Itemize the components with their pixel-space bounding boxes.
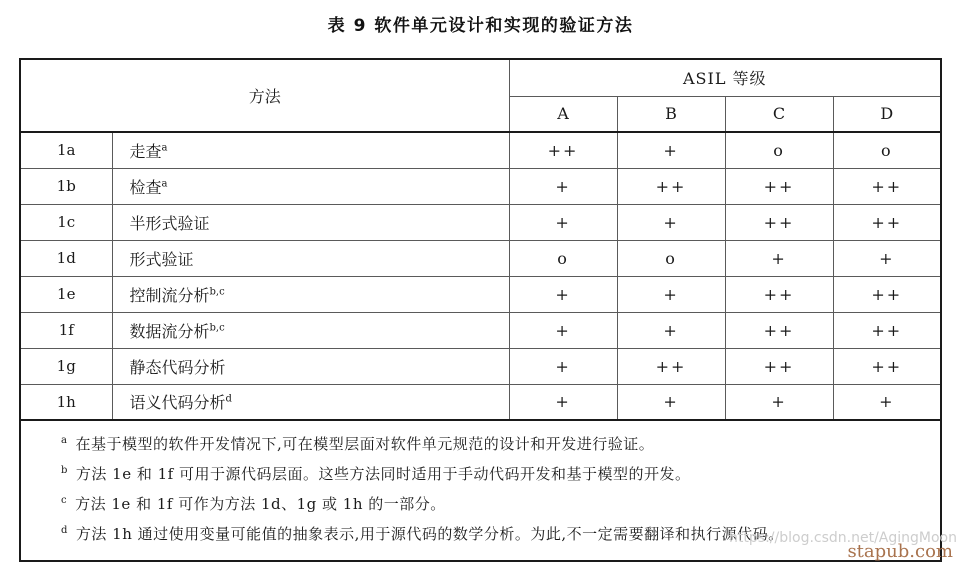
asil-a-value-cell: ++ xyxy=(509,132,617,168)
table-row xyxy=(20,312,941,348)
table-row xyxy=(20,240,941,276)
asil-a-value-cell: + xyxy=(509,348,617,384)
asil-b-value-cell: + xyxy=(617,132,725,168)
table-row xyxy=(20,384,941,420)
method-id-cell: 1h xyxy=(20,384,112,420)
column-header-asil-d: D xyxy=(833,96,941,132)
method-footnote-ref: d xyxy=(225,393,232,405)
asil-b-value-cell: o xyxy=(617,240,725,276)
column-header-asil-c: C xyxy=(725,96,833,132)
column-header-asil-a: A xyxy=(509,96,617,132)
verification-methods-table xyxy=(19,58,942,562)
asil-d-value-cell: o xyxy=(833,132,941,168)
asil-d-value-cell: ++ xyxy=(833,204,941,240)
table-row xyxy=(20,204,941,240)
asil-d-value-cell: ++ xyxy=(833,312,941,348)
method-footnote-ref: b,c xyxy=(209,286,225,298)
method-name-cell: 形式验证 xyxy=(112,240,509,276)
asil-d-value-cell: + xyxy=(833,384,941,420)
table-header xyxy=(20,59,941,132)
asil-c-value-cell: + xyxy=(725,240,833,276)
asil-c-value-cell: ++ xyxy=(725,168,833,204)
footnote-marker: d xyxy=(61,525,68,536)
method-name-cell: 控制流分析$^{b,c}$ xyxy=(112,276,509,312)
column-header-method: 方法 xyxy=(20,59,509,132)
method-id-cell: 1g xyxy=(20,348,112,384)
asil-a-value-cell: + xyxy=(509,204,617,240)
method-id-cell: 1d xyxy=(20,240,112,276)
asil-b-value-cell: ++ xyxy=(617,168,725,204)
asil-c-value-cell: ++ xyxy=(725,204,833,240)
footnote-marker: c xyxy=(61,495,68,506)
footnote-line: $^a$ 在基于模型的软件开发情况下,可在模型层面对软件单元规范的设计和开发进行验证。 xyxy=(61,435,655,453)
asil-c-value-cell: ++ xyxy=(725,348,833,384)
asil-c-value-cell: o xyxy=(725,132,833,168)
asil-c-value-cell: + xyxy=(725,384,833,420)
asil-a-value-cell: + xyxy=(509,384,617,420)
method-name-cell: 检查$^a$ xyxy=(112,168,509,204)
method-footnote-ref: a xyxy=(161,178,168,190)
method-name-cell: 数据流分析$^{b,c}$ xyxy=(112,312,509,348)
watermark-site-name: stapub.com xyxy=(847,541,953,562)
asil-d-value-cell: ++ xyxy=(833,168,941,204)
method-id-cell: 1b xyxy=(20,168,112,204)
asil-d-value-cell: ++ xyxy=(833,276,941,312)
method-footnote-ref: b,c xyxy=(209,322,225,334)
asil-b-value-cell: + xyxy=(617,312,725,348)
asil-b-value-cell: + xyxy=(617,276,725,312)
table-row xyxy=(20,276,941,312)
table-body xyxy=(20,132,941,420)
method-id-cell: 1a xyxy=(20,132,112,168)
asil-b-value-cell: + xyxy=(617,384,725,420)
verification-methods-table-wrap xyxy=(19,58,941,562)
footnote-line: $^b$ 方法 1e 和 1f 可用于源代码层面。这些方法同时适用于手动代码开发和基于模型的开发。 xyxy=(61,465,691,483)
method-id-cell: 1e xyxy=(20,276,112,312)
asil-b-value-cell: ++ xyxy=(617,348,725,384)
table-row xyxy=(20,348,941,384)
footnote-line: $^d$ 方法 1h 通过使用变量可能值的抽象表示,用于源代码的数学分析。为此,不一定需要翻译和执行源代码。 xyxy=(61,525,784,543)
asil-b-value-cell: + xyxy=(617,204,725,240)
asil-a-value-cell: + xyxy=(509,276,617,312)
method-name-cell: 走查$^a$ xyxy=(112,132,509,168)
method-name-cell: 半形式验证 xyxy=(112,204,509,240)
asil-d-value-cell: + xyxy=(833,240,941,276)
asil-c-value-cell: ++ xyxy=(725,312,833,348)
asil-a-value-cell: o xyxy=(509,240,617,276)
footnote-marker: a xyxy=(61,435,68,446)
asil-a-value-cell: + xyxy=(509,312,617,348)
column-header-asil-group: ASIL 等级 xyxy=(509,59,941,96)
asil-c-value-cell: ++ xyxy=(725,276,833,312)
method-id-cell: 1c xyxy=(20,204,112,240)
page-title: 表 9 软件单元设计和实现的验证方法 xyxy=(327,16,634,36)
watermark-blog-url: https://blog.csdn.net/AgingMoon xyxy=(729,530,957,546)
table-row xyxy=(20,168,941,204)
method-name-cell: 语义代码分析$^d$ xyxy=(112,384,509,420)
table-row xyxy=(20,132,941,168)
method-id-cell: 1f xyxy=(20,312,112,348)
method-name-cell: 静态代码分析 xyxy=(112,348,509,384)
footnote-marker: b xyxy=(61,465,68,476)
asil-a-value-cell: + xyxy=(509,168,617,204)
column-header-asil-b: B xyxy=(617,96,725,132)
asil-d-value-cell: ++ xyxy=(833,348,941,384)
method-footnote-ref: a xyxy=(161,142,168,154)
footnote-line: $^c$ 方法 1e 和 1f 可作为方法 1d、1g 或 1h 的一部分。 xyxy=(61,495,446,513)
